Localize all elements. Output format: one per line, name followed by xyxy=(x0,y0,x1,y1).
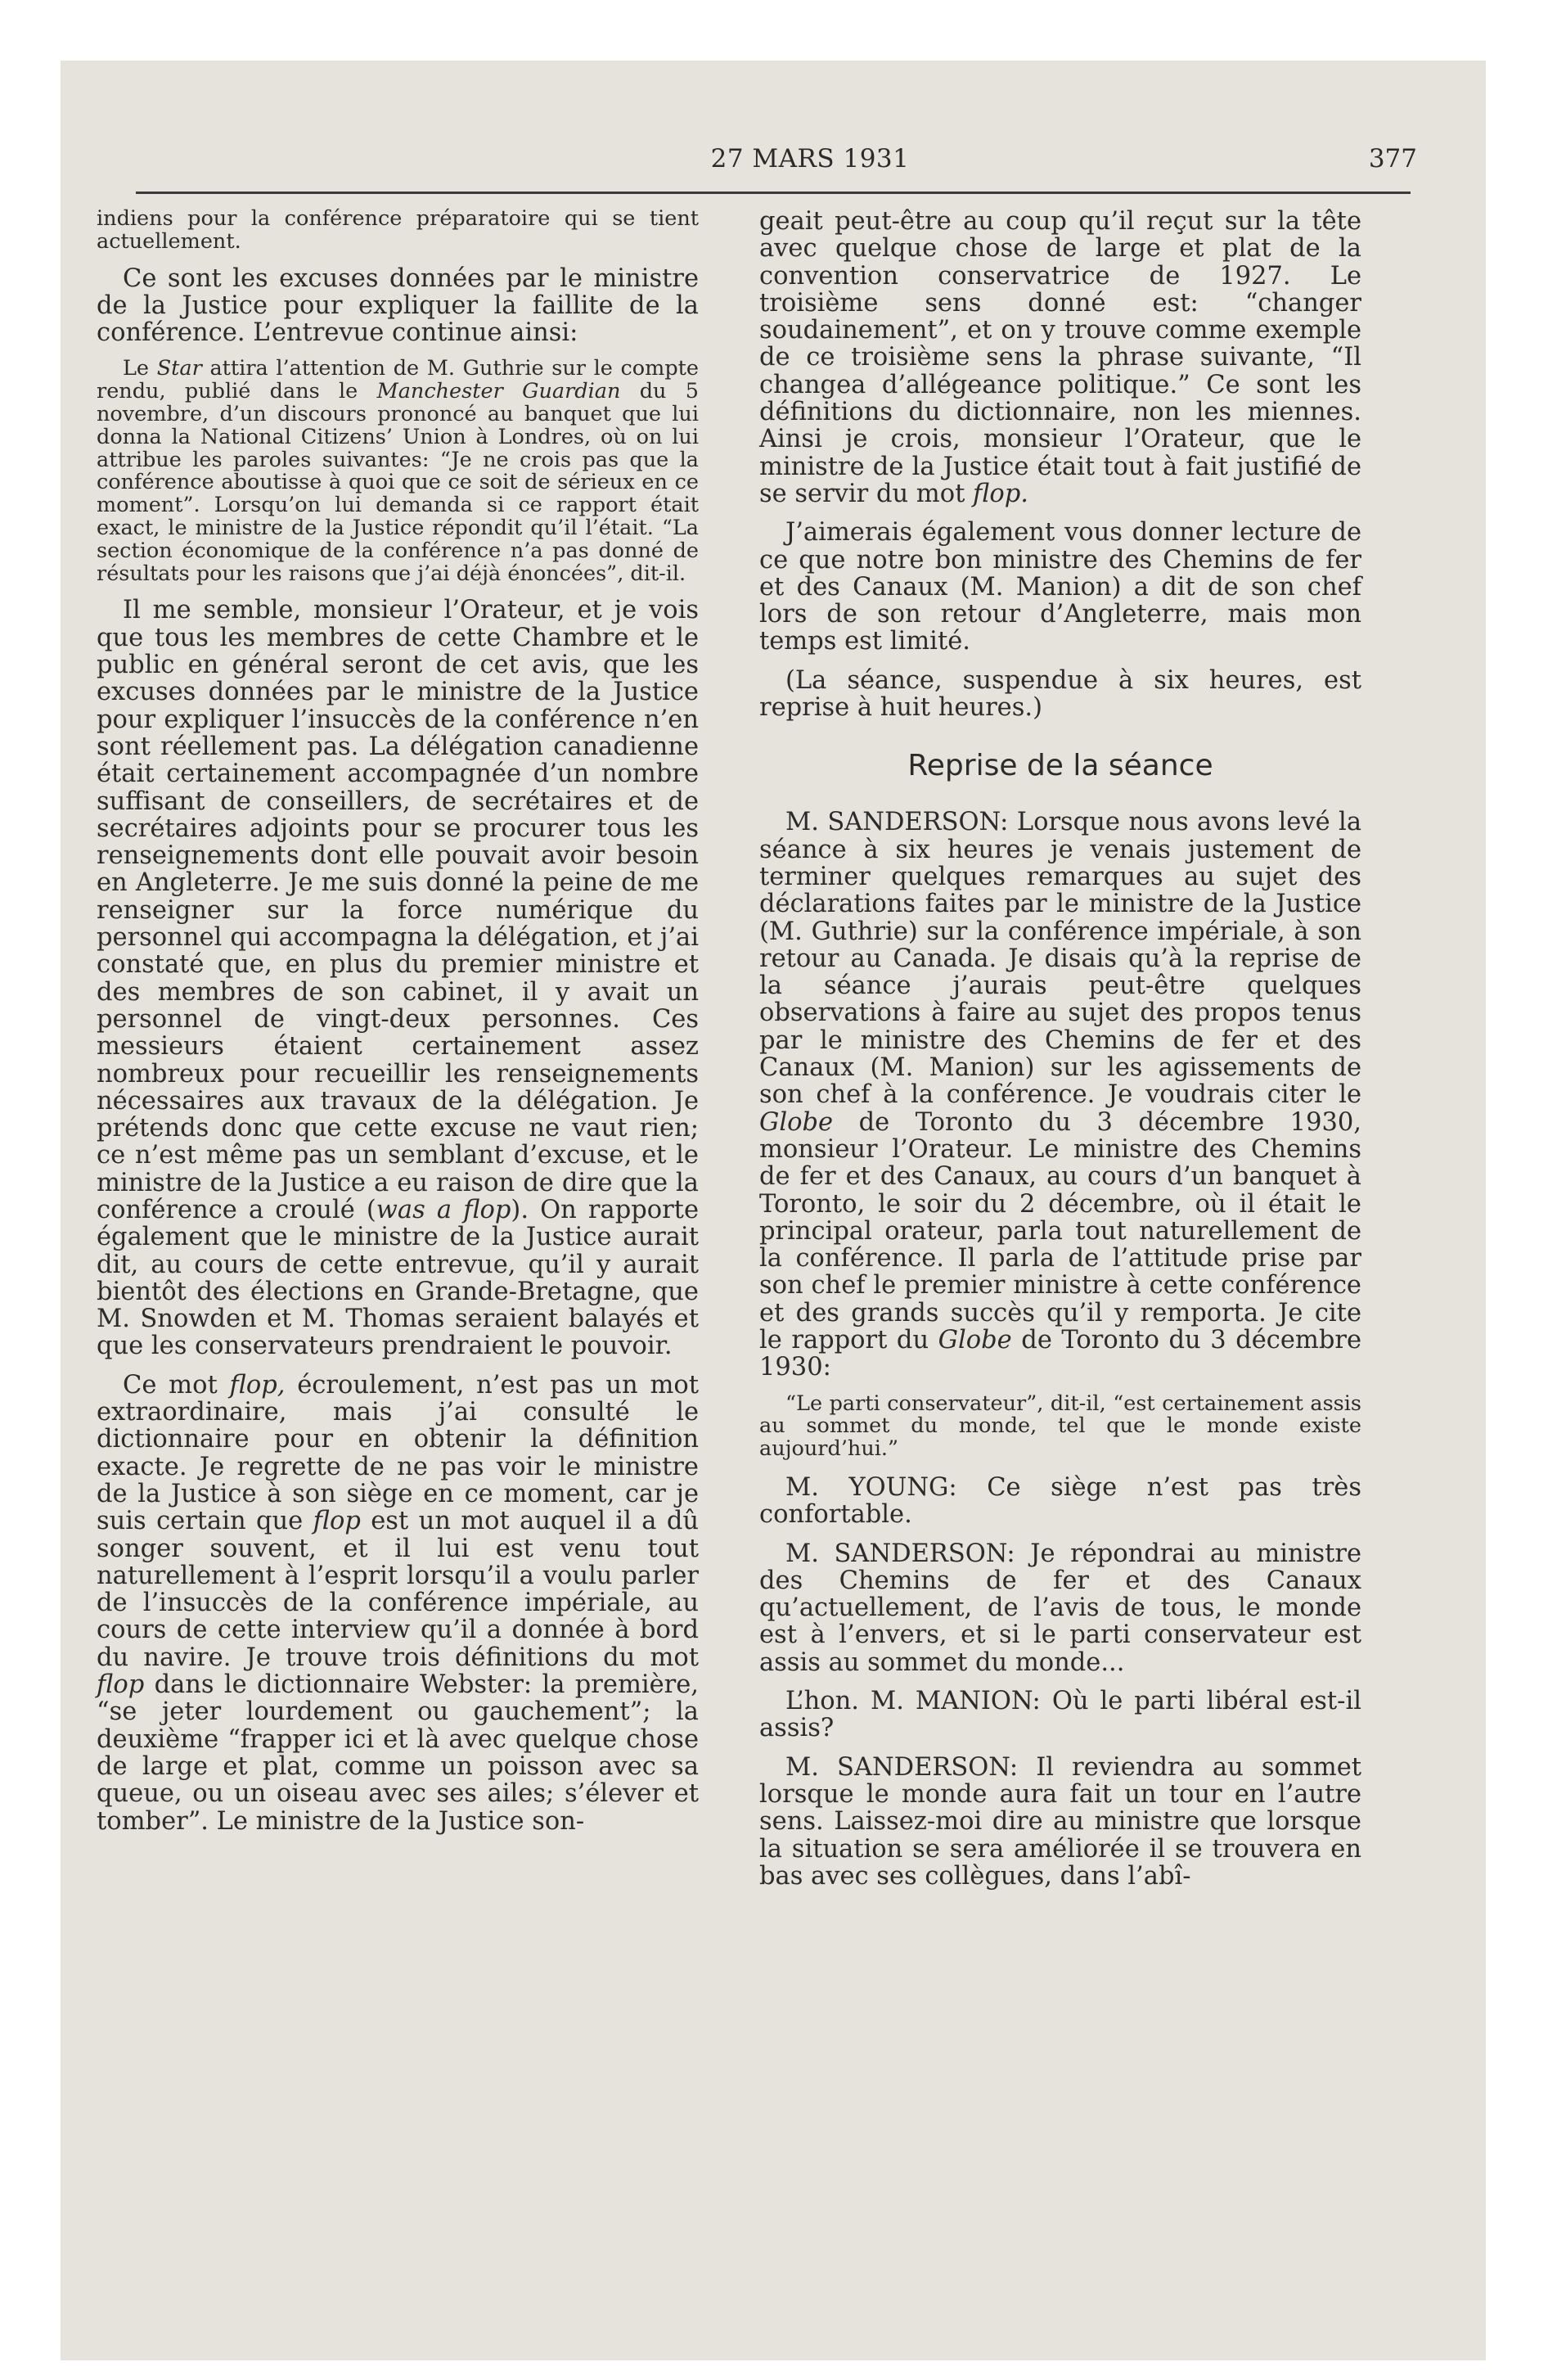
paragraph xyxy=(759,809,1361,1381)
text-run: M. SANDERSON: Lorsque nous avons levé la séance à six heures je venais justement de terminer quelques remarques au sujet des déclarations faites par le ministre de la Justice (M. Guthrie) sur la conférence impériale, à son retour au Canada. Je disais qu’à la reprise de la séance j’aurais peut-être quelques observations à faire au sujet des propos tenus par le ministre des Chemins de fer et des Canaux (M. Manion) sur les agissements de son chef à la conférence. Je voudrais citer le xyxy=(759,808,1361,1110)
paragraph: M. SANDERSON: Je répondrai au ministre des Chemins de fer et des Canaux qu’actuellement, de l’avis de tous, le monde est à l’envers, et si le parti conservateur est assis au sommet du monde... xyxy=(759,1539,1361,1677)
text-run: de Toronto du 3 décembre 1930, monsieur l’Orateur. Le ministre des Chemins de fer et des Canaux, au cours d’un banquet à Toronto, le soir du 2 décembre, où il était le principal orateur, parla tout naturellement de la conférence. Il parla de l’attitude prise par son chef le premier ministre à cette conférence et des grands succès qu’il y remporta. Je cite le rapport du xyxy=(759,1107,1361,1355)
paragraph: M. YOUNG: Ce siège n’est pas très confortable. xyxy=(759,1472,1361,1530)
block-quote: “Le parti conservateur”, dit-il, “est certainement assis au sommet du monde, tel que le monde existe aujourd’hui.” xyxy=(759,1391,1361,1462)
italic-title: Globe xyxy=(938,1325,1012,1355)
paragraph xyxy=(97,597,699,1359)
left-column xyxy=(97,208,699,1846)
header-rule xyxy=(136,192,1411,194)
paragraph: Ce sont les excuses données par le ministre de la Justice pour expliquer la faillite de la conférence. L’entrevue continue ainsi: xyxy=(97,264,699,348)
text-run: écroulement, n’est pas un mot extraordinaire, mais j’ai consulté le dictionnaire pour en obtenir la définition exacte. Je regrette de ne pas voir le ministre de la Justice à son siège en ce moment, car je suis certain que xyxy=(97,1370,699,1536)
quote-text: Le xyxy=(123,356,150,381)
page-date: 27 MARS 1931 xyxy=(710,144,910,174)
italic-word: flop xyxy=(313,1507,361,1536)
paragraph xyxy=(97,1372,699,1835)
quote-text: attira l’attention de M. Guthrie sur le compte rendu, publié dans le xyxy=(97,356,699,404)
italic-phrase: was a flop xyxy=(376,1195,511,1224)
paragraph: indiens pour la conférence préparatoire qui se tient actuellement. xyxy=(97,206,699,254)
text-run: est un mot auquel il a dû songer souvent, et il lui est venu tout naturellement à l’esprit lorsqu’il a voulu parler de l’insuccès de la conférence impériale, au cours de cette interview qu’il a donnée à bord du navire. Je trouve trois définitions du mot xyxy=(97,1507,699,1672)
quote-text: du 5 novembre, d’un discours prononcé au banquet que lui donna la National Citizens’ Union à Londres, où on lui attribue les paroles suivantes: “Je ne crois pas que la conférence aboutisse à quoi que ce soit de sérieux en ce moment”. Lorsqu’on lui demanda si ce rapport était exact, le ministre de la Justice répondit qu’il l’était. “La section économique de la conférence n’a pas donné de résultats pour les raisons que j’ai déjà énoncées”, dit-il. xyxy=(97,379,699,586)
text-run: Il me semble, monsieur l’Orateur, et je vois que tous les membres de cette Chambre et le public en général seront de cet avis, que les excuses données par le ministre de la Justice pour expliquer l’insuccès de la conférence n’en sont réellement pas. La délégation canadienne était certainement accompagnée d’un nombre suffisant de conseillers, de secrétaires et de secrétaires adjoints pour se procurer tous les renseignements dont elle pouvait avoir besoin en Angleterre. Je me suis donné la peine de me renseigner sur la force numérique du personnel qui accompagna la délégation, et j’ai constaté que, en plus du premier ministre et des membres de son cabinet, il y avait un personnel de vingt-deux personnes. Ces messieurs étaient certainement assez nombreux pour recueillir les renseignements nécessaires aux travaux de la délégation. Je prétends donc que cette excuse ne vaut rien; ce n’est même pas un semblant d’excuse, et le ministre de la Justice a eu raison de dire que la conférence a croulé ( xyxy=(97,596,699,1224)
italic-word: flop xyxy=(97,1670,145,1700)
text-run: geait peut-être au coup qu’il reçut sur la tête avec quelque chose de large et plat de la convention conservatrice de 1927. Le troisième sens donné est: “changer soudainement”, et on y trouve comme exemple de ce troisième sens la phrase suivante, “Il changea d’allégeance politique.” Ce sont les définitions du dictionnaire, non les miennes. Ainsi je crois, monsieur l’Orateur, que le ministre de la Justice était tout à fait justifié de se servir du mot xyxy=(759,207,1361,508)
page-header xyxy=(191,136,1429,185)
page-number: 377 xyxy=(1368,144,1417,174)
italic-word: flop, xyxy=(229,1370,286,1400)
newspaper-quote xyxy=(97,358,699,585)
section-heading: Reprise de la séance xyxy=(907,749,1213,783)
italic-title: Manchester Guardian xyxy=(376,379,621,404)
paragraph: J’aimerais également vous donner lecture de ce que notre bon ministre des Chemins de fer et des Canaux (M. Manion) a dit de son chef lors de son retour d’Angleterre, mais mon temps est limité. xyxy=(759,518,1361,656)
text-run: dans le dictionnaire Webster: la première, “se jeter lourdement ou gauchement”; la deuxième “frapper ici et là avec quelque chose de large et plat, comme un poisson avec sa queue, ou un oiseau avec ses ailes; s’élever et tomber”. Le ministre de la Justice son- xyxy=(97,1670,699,1836)
paragraph: M. SANDERSON: Il reviendra au sommet lorsque le monde aura fait un tour en l’autre sens. Laissez-moi dire au ministre que lorsque la situation se sera améliorée il se trouvera en bas avec ses collègues, dans l’abî- xyxy=(759,1752,1361,1891)
text-run: ). On rapporte également que le ministre de la Justice aurait dit, au cours de cette entrevue, qu’il y aurait bientôt des élections en Grande-Bretagne, que M. Snowden et M. Thomas seraient balayés et que les conservateurs prendraient le pouvoir. xyxy=(97,1195,699,1361)
italic-word: flop. xyxy=(973,479,1028,508)
paragraph xyxy=(759,208,1361,507)
italic-title: Globe xyxy=(759,1107,834,1137)
italic-title: Star xyxy=(156,356,202,381)
text-run: de Toronto du 3 décembre 1930: xyxy=(759,1325,1361,1382)
page-sheet xyxy=(61,61,1486,2360)
paragraph: L’hon. M. MANION: Où le parti libéral est-il assis? xyxy=(759,1687,1361,1743)
text-run: Ce mot xyxy=(123,1370,218,1400)
right-column xyxy=(759,208,1361,1901)
paragraph: (La séance, suspendue à six heures, est reprise à huit heures.) xyxy=(759,665,1361,723)
